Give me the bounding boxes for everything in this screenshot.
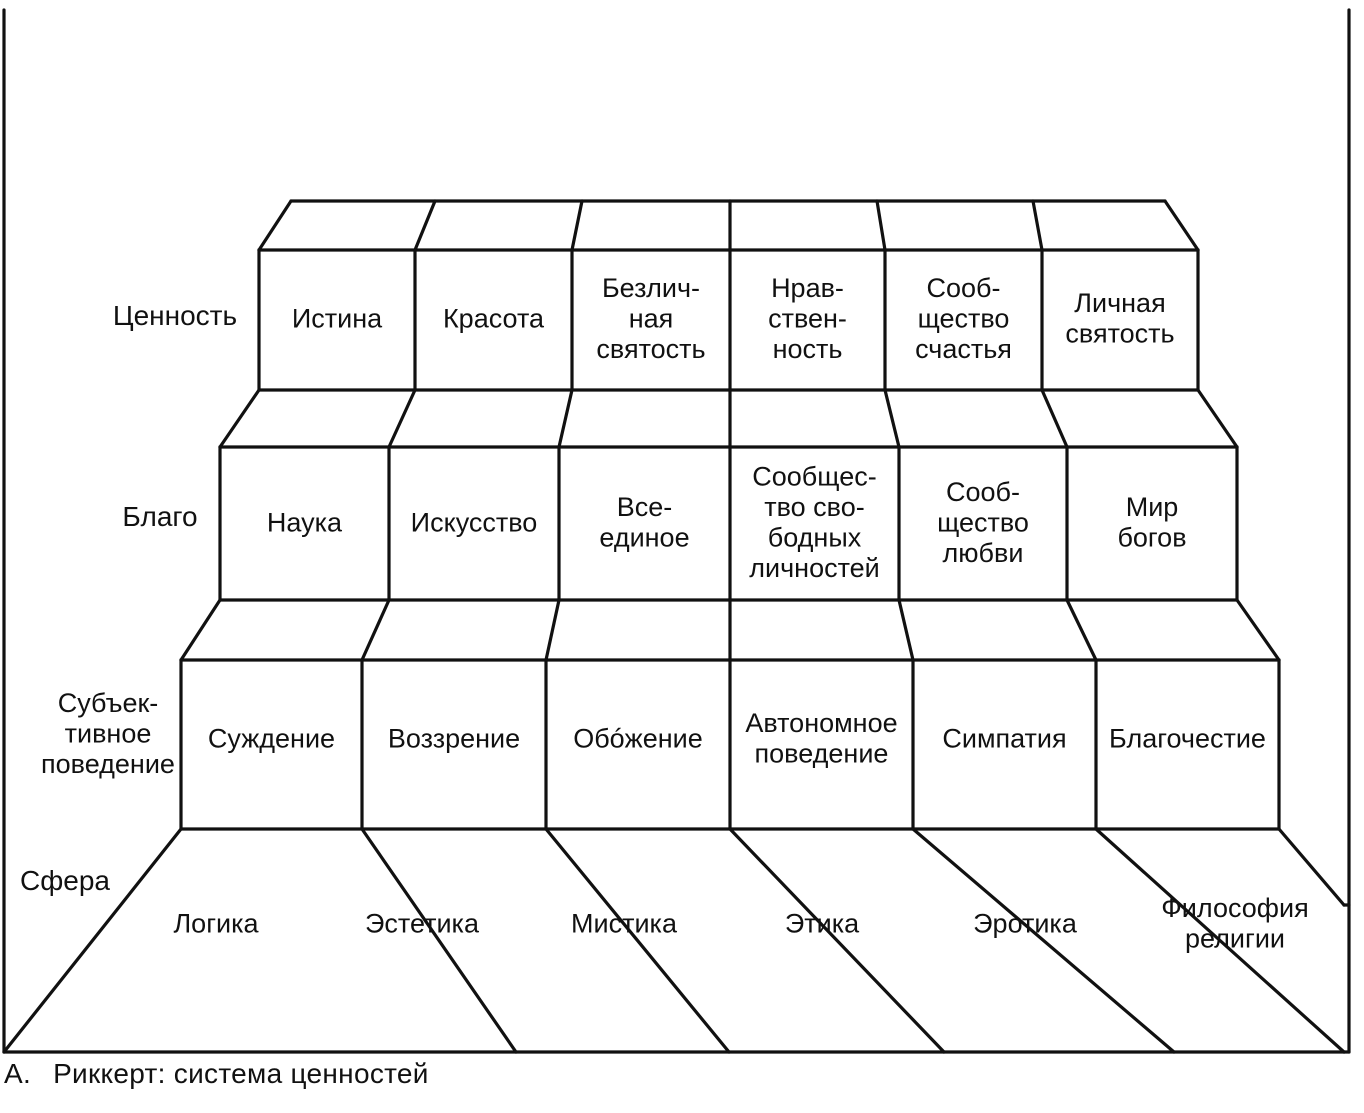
behavior-cell xyxy=(942,724,1066,754)
value-cell-line: щество xyxy=(917,303,1010,334)
tread-2-divider xyxy=(1042,390,1067,447)
value-cell-line: святость xyxy=(596,334,706,364)
row-label-value xyxy=(113,300,237,331)
top-tread-divider xyxy=(1033,201,1042,250)
behavior-cell-line: Обóжение xyxy=(573,723,703,754)
value-cell-line: Личная xyxy=(1074,288,1166,319)
value-cell xyxy=(915,273,1012,364)
good-cell-line: личностей xyxy=(749,553,880,584)
row-label-behavior-line: поведение xyxy=(41,749,175,779)
sphere-cell-line: Мистика xyxy=(571,908,677,939)
row-label-sphere xyxy=(20,865,110,896)
floor-divider xyxy=(730,829,944,1052)
good-cell xyxy=(599,492,689,553)
tread-3-divider xyxy=(1067,600,1096,660)
sphere-cell-line: Эстетика xyxy=(365,908,479,939)
sphere-cell xyxy=(365,909,480,939)
value-cell-line: Красота xyxy=(442,303,545,334)
tread-2-divider xyxy=(389,390,415,447)
sphere-cell xyxy=(1161,893,1308,954)
caption-text: Риккерт: система ценностей xyxy=(53,1058,429,1089)
sphere-cell-line: религии xyxy=(1185,923,1285,954)
good-cell-line: Сооб- xyxy=(946,476,1020,507)
row-label-good xyxy=(122,501,197,532)
tread-3-divider xyxy=(1237,600,1279,660)
row-label-behavior-line: Субъек- xyxy=(57,687,159,718)
top-tread-divider xyxy=(572,201,582,250)
floor-divider xyxy=(362,829,516,1052)
behavior-cell-line: Симпатия xyxy=(942,723,1067,754)
value-cell-line: Сооб- xyxy=(926,272,1001,303)
good-cell-line: тво сво- xyxy=(764,492,865,523)
value-cell xyxy=(768,273,847,364)
diagram-labels xyxy=(20,273,1309,954)
good-cell-line: любви xyxy=(942,538,1024,568)
sphere-cell-line: Этика xyxy=(784,908,860,939)
sphere-cell-line: Эротика xyxy=(973,908,1077,939)
value-cell-line: Безлич- xyxy=(601,272,701,303)
row-label-behavior xyxy=(41,688,175,779)
good-cell-line: бодных xyxy=(767,522,862,553)
sphere-cell-line: Философия xyxy=(1161,893,1309,924)
tread-2-divider xyxy=(559,390,572,447)
tread-3-divider xyxy=(181,600,220,660)
value-cell-line: святость xyxy=(1065,318,1175,349)
value-cell-line: Истина xyxy=(291,303,383,334)
good-cell xyxy=(749,462,880,584)
behavior-cell-line: Автономное xyxy=(745,708,898,739)
good-cell-line: Искусство xyxy=(410,507,538,538)
behavior-cell-line: Воззрение xyxy=(387,723,521,754)
good-cell-line: Сообщес- xyxy=(752,461,877,492)
sphere-cell xyxy=(571,909,678,939)
top-tread-divider xyxy=(415,201,435,250)
sphere-cell xyxy=(973,909,1078,939)
top-tread-divider xyxy=(1165,201,1198,250)
value-cell-line: счастья xyxy=(915,334,1012,364)
sphere-cell xyxy=(785,909,860,939)
behavior-cell xyxy=(1109,724,1266,754)
behavior-cell xyxy=(388,724,520,754)
top-tread-divider xyxy=(877,201,885,250)
behavior-cell-line: Суждение xyxy=(207,723,336,754)
tread-2-divider xyxy=(220,390,259,447)
value-cell xyxy=(292,303,383,333)
figure-caption xyxy=(4,1058,429,1090)
floor-divider xyxy=(546,829,729,1052)
good-cell-line: единое xyxy=(599,522,690,553)
floor-left-edge xyxy=(4,829,181,1052)
value-cell xyxy=(443,303,545,333)
tread-2-divider xyxy=(1198,390,1237,447)
tread-3-divider xyxy=(362,600,389,660)
sphere-cell-line: Логика xyxy=(173,908,259,939)
behavior-cell-line: поведение xyxy=(754,738,889,769)
caption-letter: А. xyxy=(4,1058,32,1089)
good-cell xyxy=(1117,492,1186,553)
row-label-sphere-line: Сфера xyxy=(20,864,110,896)
behavior-cell xyxy=(573,724,703,754)
tread-3-divider xyxy=(546,600,559,660)
tread-2-divider xyxy=(885,390,899,447)
value-cell-line: ствен- xyxy=(768,303,847,334)
behavior-cell xyxy=(745,708,897,769)
value-cell-line: ная xyxy=(628,303,674,334)
good-cell xyxy=(267,508,343,538)
row-label-good-line: Благо xyxy=(122,500,198,532)
row-label-value-line: Ценность xyxy=(112,299,238,331)
top-tread-divider xyxy=(259,201,291,250)
value-cell xyxy=(1065,288,1174,349)
good-cell xyxy=(937,477,1029,568)
behavior-cell xyxy=(208,724,335,754)
good-cell-line: Все- xyxy=(616,492,673,523)
behavior-cell-line: Благочестие xyxy=(1109,723,1266,754)
value-cell-line: Нрав- xyxy=(771,272,844,303)
tread-3-divider xyxy=(899,600,913,660)
value-cell-line: ность xyxy=(772,334,843,364)
good-cell-line: богов xyxy=(1117,522,1187,553)
value-cell xyxy=(596,273,705,364)
good-cell-line: щество xyxy=(937,507,1029,538)
good-cell-line: Мир xyxy=(1125,492,1179,523)
sphere-cell xyxy=(173,909,259,939)
row-label-behavior-line: тивное xyxy=(64,718,152,749)
good-cell-line: Наука xyxy=(266,507,343,538)
good-cell xyxy=(411,508,538,538)
